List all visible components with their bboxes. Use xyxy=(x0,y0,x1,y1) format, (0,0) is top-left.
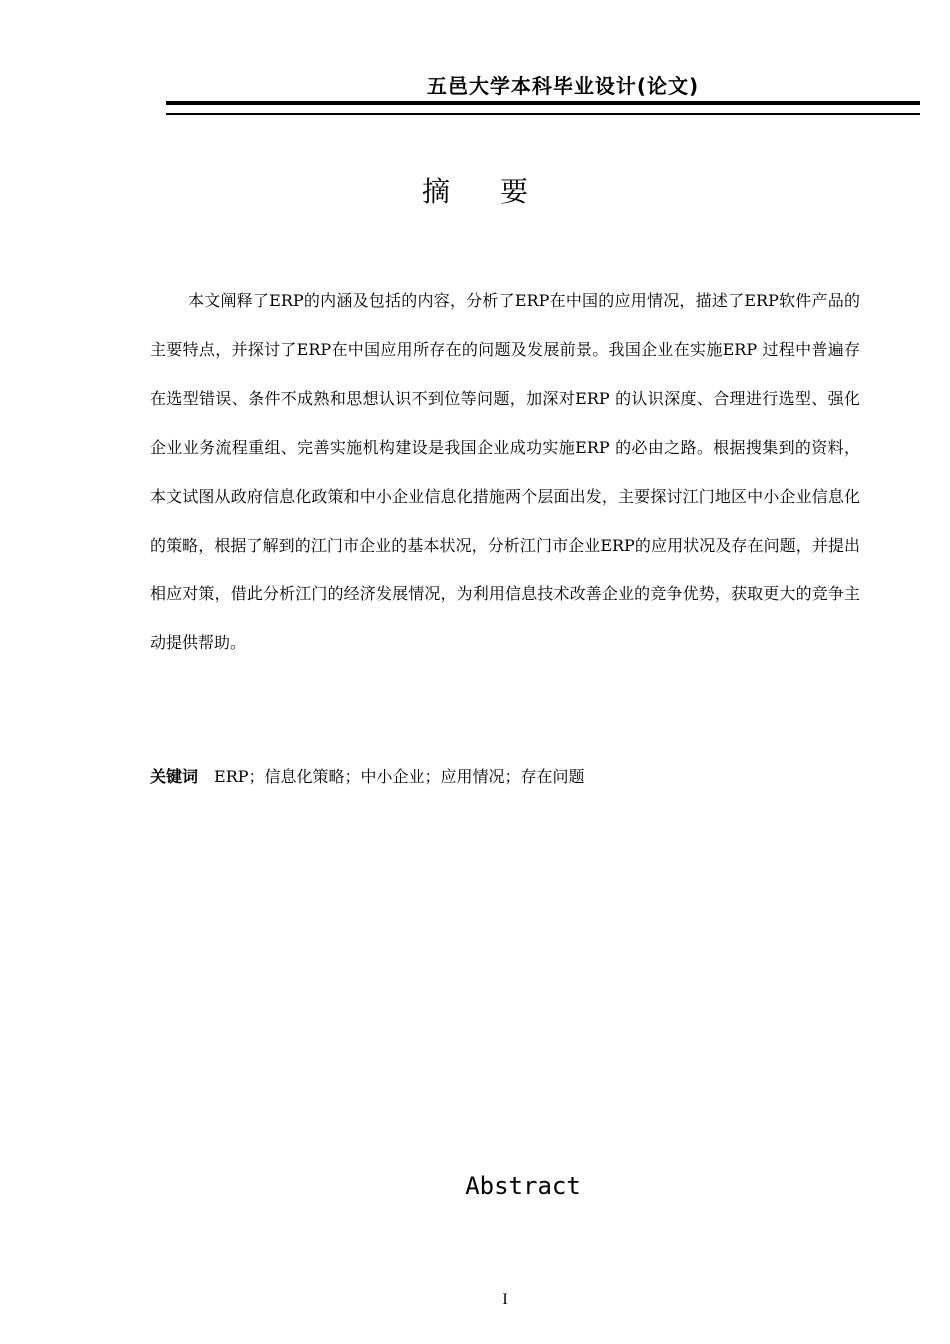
keywords-label: 关键词 xyxy=(150,767,199,786)
header-rule-thin xyxy=(166,113,920,115)
abstract-title: 摘要 xyxy=(421,175,578,208)
header-title: 五邑大学本科毕业设计(论文) xyxy=(426,74,700,98)
keywords-line xyxy=(150,762,860,792)
abstract-body: 本文阐释了ERP的内涵及包括的内容，分析了ERP在中国的应用情况，描述了ERP软件产品的主要特点，并探讨了ERP在中国应用所存在的问题及发展前景。我国企业在实施ERP 过程中普遍存在选型错误、条件不成熟和思想认识不到位等问题，加深对ERP 的认识深度、合理进行选型、强化企业业务流程重组、完善实施机构建设是我国企业成功实施ERP 的必由之路。根据搜集到的资料，本文试图从政府信息化政策和中小企业信息化措施两个层面出发，主要探讨江门地区中小企业信息化的策略，根据了解到的江门市企业的基本状况，分析江门市企业ERP的应用状况及存在问题，并提出相应对策，借此分析江门的经济发展情况，为利用信息技术改善企业的竞争优势，获取更大的竞争主动提供帮助。 xyxy=(150,291,860,653)
english-abstract-title: Abstract xyxy=(465,1172,581,1200)
keywords-text: ERP；信息化策略；中小企业；应用情况；存在问题 xyxy=(214,767,585,786)
header-rule-thick xyxy=(166,101,920,105)
page-number: I xyxy=(502,1291,508,1308)
page-header xyxy=(166,74,920,98)
